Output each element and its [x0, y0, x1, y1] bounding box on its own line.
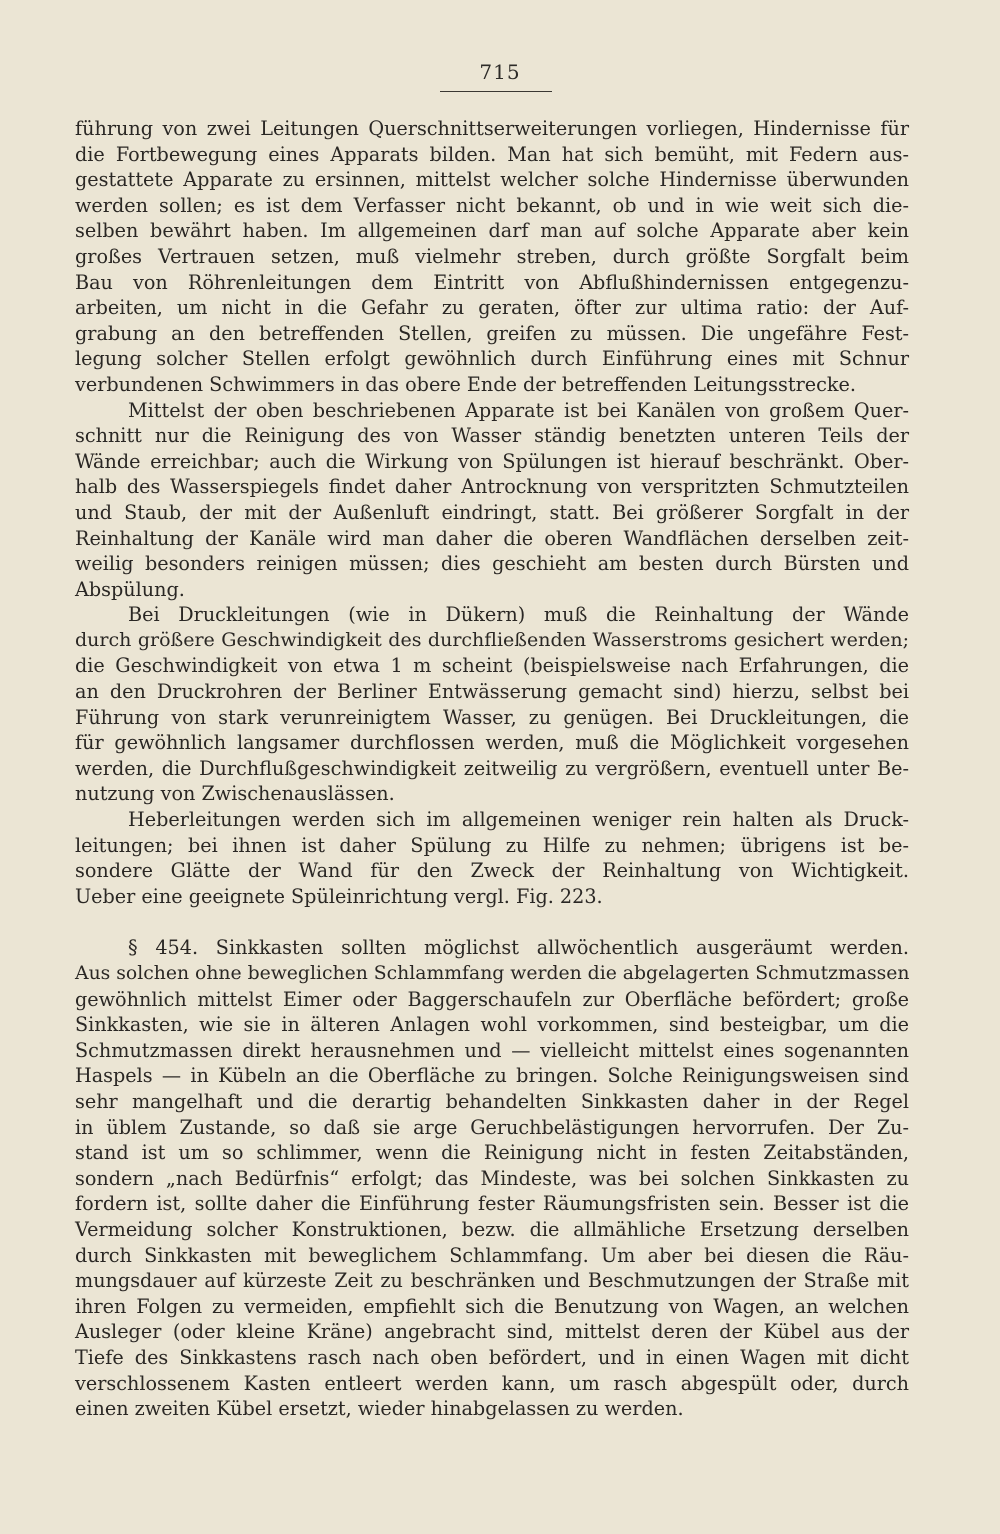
text-line: für gewöhnlich langsamer durchflossen werden, muß die Möglichkeit vorgesehen	[75, 731, 909, 755]
section-gap	[75, 909, 909, 935]
text-line: § 454. Sinkkasten sollten möglichst allwöchentlich ausgeräumt werden.	[128, 936, 909, 960]
text-line: Abspülung.	[75, 577, 185, 601]
text-line: großes Vertrauen setzen, muß vielmehr streben, durch größte Sorgfalt beim	[75, 244, 909, 268]
text-line: werden, die Durchflußgeschwindigkeit zeitweilig zu vergrößern, eventuell unter Be-	[75, 756, 909, 780]
text-line: fordern ist, sollte daher die Einführung fester Räumungsfristen sein. Besser ist die	[75, 1192, 909, 1216]
paragraph	[75, 398, 909, 603]
text-line: ihren Folgen zu vermeiden, empfiehlt sich die Benutzung von Wagen, an welchen	[75, 1294, 909, 1318]
paragraph-section-454	[75, 935, 909, 1421]
text-line: gewöhnlich mittelst Eimer oder Baggerschaufeln zur Oberfläche befördert; große	[75, 987, 909, 1011]
text-line: Ueber eine geeignete Spüleinrichtung vergl. Fig. 223.	[75, 884, 603, 908]
text-line: nutzung von Zwischenauslässen.	[75, 782, 395, 806]
paragraph	[75, 807, 909, 909]
text-line: verbundenen Schwimmers in das obere Ende der betreffenden Leitungsstrecke.	[75, 372, 856, 396]
text-line: gestattete Apparate zu ersinnen, mittelst welcher solche Hindernisse überwunden	[75, 168, 909, 192]
text-line: sehr mangelhaft und die derartig behandelten Sinkkasten daher in der Regel	[75, 1089, 909, 1113]
text-line: Mittelst der oben beschriebenen Apparate ist bei Kanälen von großem Quer-	[128, 398, 909, 422]
text-line: Sinkkasten, wie sie in älteren Anlagen wohl vorkommen, sind besteigbar, um die	[75, 1013, 909, 1037]
text-line: weilig besonders reinigen müssen; dies geschieht am besten durch Bürsten und	[75, 552, 909, 576]
text-line: und Staub, der mit der Außenluft eindringt, statt. Bei größerer Sorgfalt in der	[75, 500, 909, 524]
text-line: an den Druckrohren der Berliner Entwässerung gemacht sind) hierzu, selbst bei	[75, 680, 909, 704]
text-line: Tiefe des Sinkkastens rasch nach oben befördert, und in einen Wagen mit dicht	[75, 1345, 909, 1369]
text-line: führung von zwei Leitungen Querschnittserweiterungen vorliegen, Hindernisse für	[75, 117, 909, 140]
text-line: selben bewährt haben. Im allgemeinen darf man auf solche Apparate aber kein	[75, 219, 909, 243]
text-line: halb des Wasserspiegels findet daher Antrocknung von verspritzten Schmutzteilen	[75, 475, 909, 499]
body-text	[75, 116, 909, 1422]
text-line: Vermeidung solcher Konstruktionen, bezw. die allmähliche Ersetzung derselben	[75, 1217, 909, 1241]
text-line: schnitt nur die Reinigung des von Wasser ständig benetzten unteren Teils der	[75, 424, 909, 448]
text-line: durch Sinkkasten mit beweglichem Schlammfang. Um aber bei diesen die Räu-	[75, 1243, 909, 1267]
text-line: sondere Glätte der Wand für den Zweck der Reinhaltung von Wichtigkeit.	[75, 859, 909, 883]
text-line: legung solcher Stellen erfolgt gewöhnlich durch Einführung eines mit Schnur	[75, 347, 909, 371]
text-line: verschlossenem Kasten entleert werden kann, um rasch abgespült oder, durch	[75, 1371, 909, 1395]
text-line: Bau von Röhrenleitungen dem Eintritt von Abflußhindernissen entgegenzu-	[75, 270, 909, 294]
text-line: Heberleitungen werden sich im allgemeinen weniger rein halten als Druck-	[128, 808, 909, 832]
paragraph	[75, 116, 909, 398]
paragraph	[75, 602, 909, 807]
text-line: arbeiten, um nicht in die Gefahr zu geraten, öfter zur ultima ratio: der Auf-	[75, 296, 909, 320]
page-number-rule	[440, 91, 552, 92]
text-line: leitungen; bei ihnen ist daher Spülung zu Hilfe zu nehmen; übrigens ist be-	[75, 833, 909, 857]
text-line: werden sollen; es ist dem Verfasser nicht bekannt, ob und in wie weit sich die-	[75, 193, 909, 217]
text-line: die Geschwindigkeit von etwa 1 m scheint (beispielsweise nach Erfahrungen, die	[75, 654, 909, 678]
text-line: Reinhaltung der Kanäle wird man daher die oberen Wandflächen derselben zeit-	[75, 526, 909, 550]
text-line: sondern „nach Bedürfnis“ erfolgt; das Mindeste, was bei solchen Sinkkasten zu	[75, 1166, 909, 1190]
text-line: stand ist um so schlimmer, wenn die Reinigung nicht in festen Zeitabständen,	[75, 1141, 909, 1165]
text-line: die Fortbewegung eines Apparats bilden. Man hat sich bemüht, mit Federn aus-	[75, 142, 909, 166]
text-line: Schmutzmassen direkt herausnehmen und — vielleicht mittelst eines sogenannten	[75, 1038, 909, 1062]
text-line: einen zweiten Kübel ersetzt, wieder hinabgelassen zu werden.	[75, 1397, 684, 1421]
text-line: mungsdauer auf kürzeste Zeit zu beschränken und Beschmutzungen der Straße mit	[75, 1269, 909, 1293]
text-line: Bei Druckleitungen (wie in Dükern) muß die Reinhaltung der Wände	[128, 603, 909, 627]
page-number: 715	[479, 60, 521, 84]
text-line: grabung an den betreffenden Stellen, greifen zu müssen. Die ungefähre Fest-	[75, 321, 909, 345]
text-line: Ausleger (oder kleine Kräne) angebracht sind, mittelst deren der Kübel aus der	[75, 1320, 909, 1344]
text-line: Haspels — in Kübeln an die Oberfläche zu bringen. Solche Reinigungsweisen sind	[75, 1064, 909, 1088]
text-line: Wände erreichbar; auch die Wirkung von Spülungen ist hierauf beschränkt. Ober-	[75, 449, 909, 473]
text-line: Führung von stark verunreinigtem Wasser, zu genügen. Bei Druckleitungen, die	[75, 705, 909, 729]
text-line: Aus solchen ohne beweglichen Schlammfang werden die abgelagerten Schmutzmassen	[75, 963, 910, 984]
text-line: in üblem Zustande, so daß sie arge Geruchbelästigungen hervorrufen. Der Zu-	[75, 1115, 909, 1139]
text-line: durch größere Geschwindigkeit des durchfließenden Wasserstroms gesichert werden;	[75, 628, 909, 651]
